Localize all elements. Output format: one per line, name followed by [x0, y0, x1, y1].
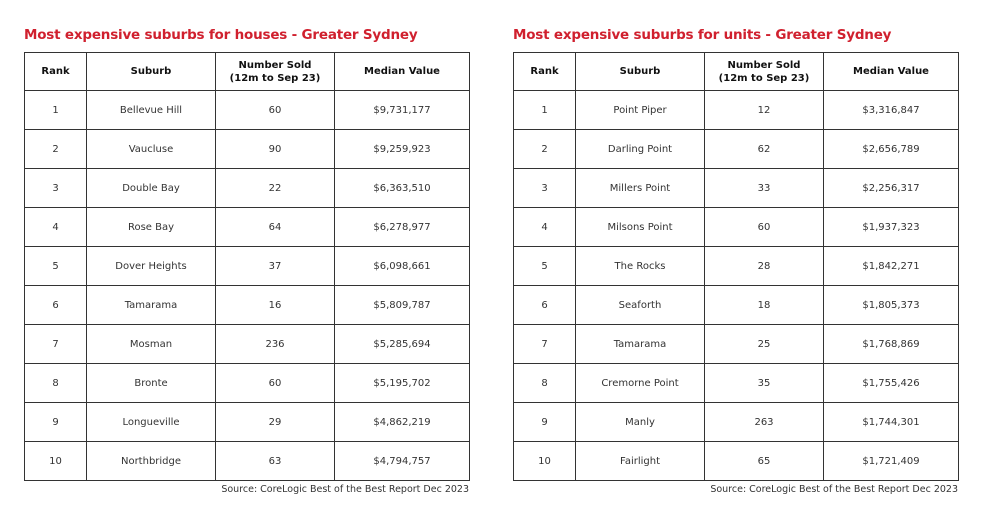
number-sold-cell: 35: [705, 364, 824, 403]
suburb-cell: Bronte: [87, 364, 216, 403]
suburb-cell: Mosman: [87, 325, 216, 364]
median-value-cell: $1,937,323: [824, 208, 959, 247]
rank-cell: 5: [514, 247, 576, 286]
table-row: [514, 208, 959, 247]
median-value-cell: $1,744,301: [824, 403, 959, 442]
houses-header-row: [25, 53, 470, 91]
rank-cell: 7: [25, 325, 87, 364]
suburb-cell: Vaucluse: [87, 130, 216, 169]
table-row: [514, 91, 959, 130]
number-sold-cell: 29: [216, 403, 335, 442]
number-sold-header-line1: Number Sold: [238, 59, 312, 71]
number-sold-cell: 18: [705, 286, 824, 325]
table-row: [25, 286, 470, 325]
rank-cell: 8: [514, 364, 576, 403]
rank-cell: 6: [25, 286, 87, 325]
median-value-cell: $6,363,510: [335, 169, 470, 208]
median-value-cell: $4,862,219: [335, 403, 470, 442]
houses-source-note: Source: CoreLogic Best of the Best Report Dec 2023: [221, 484, 469, 495]
number-sold-header-line2: (12m to Sep 23): [718, 72, 810, 84]
houses-table: [24, 52, 470, 481]
rank-cell: 7: [514, 325, 576, 364]
median-value-cell: $9,731,177: [335, 91, 470, 130]
suburb-cell: Tamarama: [87, 286, 216, 325]
table-row: [25, 247, 470, 286]
table-row: [25, 442, 470, 481]
table-row: [25, 325, 470, 364]
suburb-cell: Double Bay: [87, 169, 216, 208]
units-title: Most expensive suburbs for units - Greater Sydney: [513, 27, 892, 43]
rank-cell: 3: [514, 169, 576, 208]
number-sold-cell: 28: [705, 247, 824, 286]
number-sold-cell: 33: [705, 169, 824, 208]
number-sold-cell: 236: [216, 325, 335, 364]
suburb-cell: The Rocks: [576, 247, 705, 286]
houses-title: Most expensive suburbs for houses - Greater Sydney: [24, 27, 418, 43]
median-value-cell: $1,805,373: [824, 286, 959, 325]
rank-cell: 4: [514, 208, 576, 247]
suburb-header: Suburb: [87, 53, 216, 91]
suburb-cell: Point Piper: [576, 91, 705, 130]
units-header-row: [514, 53, 959, 91]
table-row: [514, 364, 959, 403]
units-panel: [513, 24, 958, 497]
median-value-cell: $9,259,923: [335, 130, 470, 169]
suburb-cell: Fairlight: [576, 442, 705, 481]
rank-cell: 4: [25, 208, 87, 247]
number-sold-cell: 90: [216, 130, 335, 169]
number-sold-header: [705, 53, 824, 91]
table-row: [514, 247, 959, 286]
number-sold-header: [216, 53, 335, 91]
units-table-body: [514, 91, 959, 481]
suburb-cell: Northbridge: [87, 442, 216, 481]
rank-cell: 9: [514, 403, 576, 442]
houses-panel: [24, 24, 469, 497]
table-row: [25, 364, 470, 403]
table-row: [25, 130, 470, 169]
table-row: [514, 169, 959, 208]
rank-cell: 2: [514, 130, 576, 169]
table-row: [514, 325, 959, 364]
rank-cell: 10: [25, 442, 87, 481]
number-sold-cell: 60: [216, 91, 335, 130]
rank-header: Rank: [514, 53, 576, 91]
number-sold-cell: 22: [216, 169, 335, 208]
table-row: [25, 169, 470, 208]
units-table: [513, 52, 959, 481]
median-value-cell: $5,285,694: [335, 325, 470, 364]
suburb-cell: Seaforth: [576, 286, 705, 325]
suburb-cell: Darling Point: [576, 130, 705, 169]
median-value-cell: $1,768,869: [824, 325, 959, 364]
number-sold-cell: 65: [705, 442, 824, 481]
rank-cell: 5: [25, 247, 87, 286]
median-value-cell: $2,256,317: [824, 169, 959, 208]
suburb-cell: Cremorne Point: [576, 364, 705, 403]
rank-cell: 9: [25, 403, 87, 442]
number-sold-cell: 62: [705, 130, 824, 169]
median-value-cell: $6,278,977: [335, 208, 470, 247]
rank-cell: 8: [25, 364, 87, 403]
rank-cell: 2: [25, 130, 87, 169]
table-row: [514, 286, 959, 325]
median-value-cell: $1,721,409: [824, 442, 959, 481]
houses-table-body: [25, 91, 470, 481]
median-value-header: Median Value: [824, 53, 959, 91]
number-sold-cell: 25: [705, 325, 824, 364]
rank-cell: 1: [25, 91, 87, 130]
table-row: [514, 403, 959, 442]
suburb-header: Suburb: [576, 53, 705, 91]
table-row: [514, 130, 959, 169]
table-row: [25, 91, 470, 130]
number-sold-cell: 12: [705, 91, 824, 130]
median-value-header: Median Value: [335, 53, 470, 91]
rank-cell: 10: [514, 442, 576, 481]
median-value-cell: $6,098,661: [335, 247, 470, 286]
number-sold-cell: 37: [216, 247, 335, 286]
units-source-note: Source: CoreLogic Best of the Best Report Dec 2023: [710, 484, 958, 495]
rank-cell: 3: [25, 169, 87, 208]
median-value-cell: $1,842,271: [824, 247, 959, 286]
rank-cell: 1: [514, 91, 576, 130]
suburb-cell: Milsons Point: [576, 208, 705, 247]
number-sold-header-line1: Number Sold: [727, 59, 801, 71]
median-value-cell: $5,195,702: [335, 364, 470, 403]
rank-header: Rank: [25, 53, 87, 91]
suburb-cell: Manly: [576, 403, 705, 442]
median-value-cell: $1,755,426: [824, 364, 959, 403]
suburb-cell: Rose Bay: [87, 208, 216, 247]
number-sold-cell: 16: [216, 286, 335, 325]
number-sold-cell: 60: [216, 364, 335, 403]
number-sold-header-line2: (12m to Sep 23): [229, 72, 321, 84]
number-sold-cell: 64: [216, 208, 335, 247]
table-row: [25, 403, 470, 442]
table-row: [514, 442, 959, 481]
median-value-cell: $5,809,787: [335, 286, 470, 325]
number-sold-cell: 60: [705, 208, 824, 247]
suburb-cell: Bellevue Hill: [87, 91, 216, 130]
median-value-cell: $3,316,847: [824, 91, 959, 130]
number-sold-cell: 63: [216, 442, 335, 481]
median-value-cell: $4,794,757: [335, 442, 470, 481]
suburb-cell: Dover Heights: [87, 247, 216, 286]
suburb-cell: Longueville: [87, 403, 216, 442]
number-sold-cell: 263: [705, 403, 824, 442]
median-value-cell: $2,656,789: [824, 130, 959, 169]
suburb-cell: Tamarama: [576, 325, 705, 364]
rank-cell: 6: [514, 286, 576, 325]
suburb-cell: Millers Point: [576, 169, 705, 208]
table-row: [25, 208, 470, 247]
